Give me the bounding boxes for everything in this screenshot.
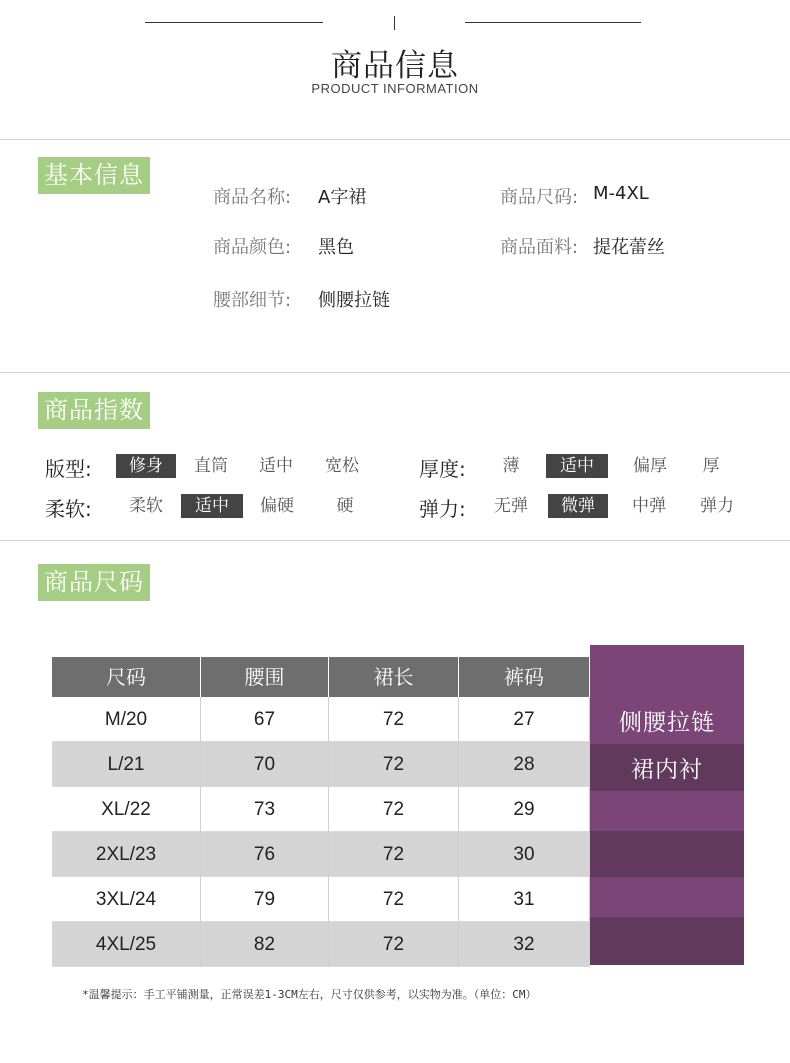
divider	[0, 372, 790, 373]
divider	[0, 139, 790, 140]
table-cell: 73	[201, 787, 329, 832]
index-option-thickness-4: 厚	[702, 456, 720, 476]
field-value-size: M-4XL	[593, 183, 649, 204]
table-row	[52, 922, 590, 967]
header-tick	[394, 16, 395, 30]
index-option-softness-4: 硬	[336, 496, 354, 516]
field-value-name: A字裙	[318, 187, 367, 208]
table-row	[52, 787, 590, 832]
side-column-block	[590, 831, 744, 877]
table-row	[52, 877, 590, 922]
table-header-length: 裙长	[329, 657, 459, 697]
index-option-elasticity-3: 中弹	[632, 496, 666, 516]
table-cell: 29	[459, 787, 590, 832]
index-name-softness: 柔软:	[45, 497, 92, 521]
index-option-thickness-3: 偏厚	[633, 456, 667, 476]
table-cell: 70	[201, 742, 329, 787]
section-label-size: 商品尺码	[38, 564, 150, 601]
field-value-color: 黑色	[318, 237, 354, 258]
table-cell: 72	[329, 877, 459, 922]
table-row	[52, 742, 590, 787]
table-cell: 31	[459, 877, 590, 922]
index-option-thickness-1: 薄	[502, 456, 520, 476]
index-option-softness-2: 适中	[181, 494, 243, 518]
index-option-softness-3: 偏硬	[260, 496, 294, 516]
table-header-size: 尺码	[52, 657, 201, 697]
index-option-softness-1: 柔软	[129, 496, 163, 516]
table-header-waist: 腰围	[201, 657, 329, 697]
index-option-fit-2: 直筒	[194, 456, 228, 476]
table-cell: M/20	[52, 697, 201, 742]
table-cell: 76	[201, 832, 329, 877]
table-cell: 72	[329, 922, 459, 967]
index-option-fit-4: 宽松	[325, 456, 359, 476]
divider	[0, 540, 790, 541]
header-line-right	[465, 22, 641, 23]
field-key-waist: 腰部细节:	[213, 290, 292, 311]
table-cell: 67	[201, 697, 329, 742]
index-name-elasticity: 弹力:	[419, 497, 466, 521]
table-cell: 32	[459, 922, 590, 967]
page-subtitle: PRODUCT INFORMATION	[311, 81, 479, 96]
table-cell: 2XL/23	[52, 832, 201, 877]
table-cell: 72	[329, 787, 459, 832]
table-cell: 3XL/24	[52, 877, 201, 922]
field-key-fabric: 商品面料:	[500, 237, 579, 258]
table-header-pant-size: 裤码	[459, 657, 590, 697]
field-key-color: 商品颜色:	[213, 237, 292, 258]
table-cell: 82	[201, 922, 329, 967]
table-cell: XL/22	[52, 787, 201, 832]
side-note-lining: 裙内衬	[631, 757, 703, 783]
section-label-index: 商品指数	[38, 392, 150, 429]
field-key-size: 商品尺码:	[500, 187, 579, 208]
table-cell: 72	[329, 742, 459, 787]
side-column-block	[590, 791, 744, 831]
size-footnote: *温馨提示：手工平铺测量，正常误差1-3CM左右，尺寸仅供参考，以实物为准。（单位：CM）	[82, 988, 537, 1001]
side-note-zipper: 侧腰拉链	[619, 710, 715, 736]
table-cell: 27	[459, 697, 590, 742]
index-option-elasticity-4: 弹力	[700, 496, 734, 516]
page-title: 商品信息	[331, 48, 459, 84]
table-cell: 30	[459, 832, 590, 877]
side-column-block	[590, 877, 744, 917]
table-cell: L/21	[52, 742, 201, 787]
index-option-elasticity-2: 微弹	[548, 494, 608, 518]
side-column-block	[590, 917, 744, 965]
field-value-waist: 侧腰拉链	[318, 290, 390, 311]
table-row	[52, 832, 590, 877]
index-option-elasticity-1: 无弹	[494, 496, 528, 516]
header-line-left	[145, 22, 323, 23]
section-label-basic: 基本信息	[38, 157, 150, 194]
field-key-name: 商品名称:	[213, 187, 292, 208]
table-cell: 72	[329, 697, 459, 742]
field-value-fabric: 提花蕾丝	[593, 237, 665, 258]
index-option-thickness-2: 适中	[546, 454, 608, 478]
table-row	[52, 697, 590, 742]
table-cell: 79	[201, 877, 329, 922]
table-cell: 72	[329, 832, 459, 877]
table-cell: 28	[459, 742, 590, 787]
index-option-fit-1: 修身	[116, 454, 176, 478]
side-column-block	[590, 645, 744, 697]
index-option-fit-3: 适中	[259, 456, 293, 476]
table-cell: 4XL/25	[52, 922, 201, 967]
index-name-fit: 版型:	[45, 457, 92, 481]
index-name-thickness: 厚度:	[419, 457, 466, 481]
